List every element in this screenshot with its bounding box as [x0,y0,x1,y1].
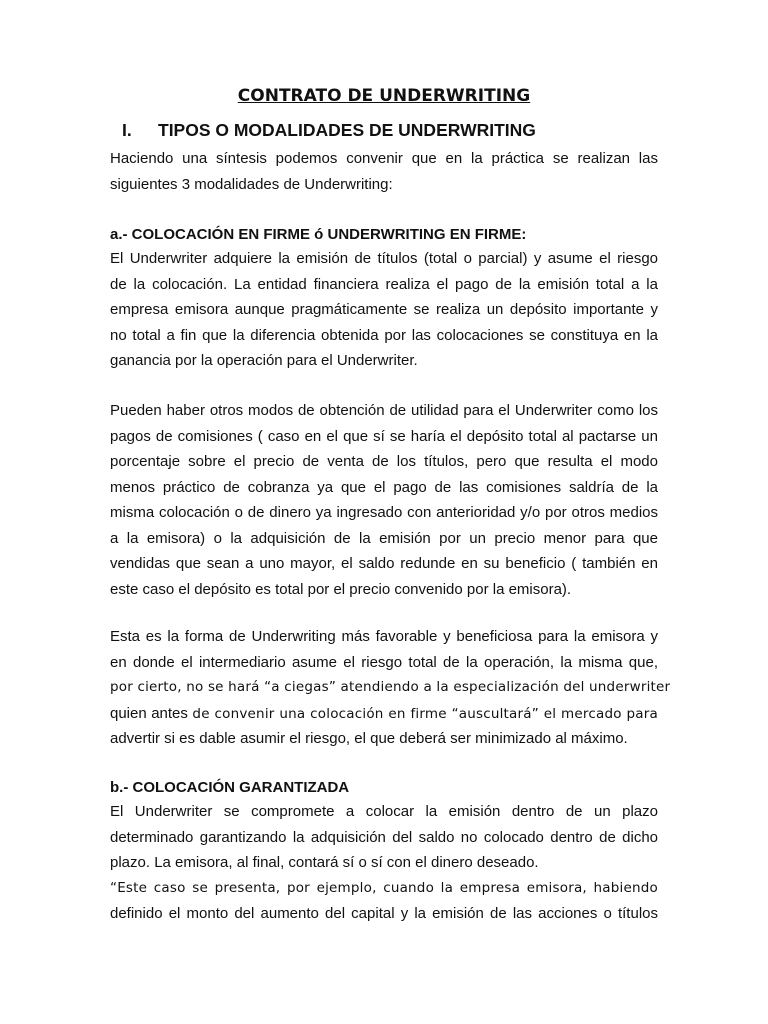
text-line: definido el monto del aumento del capital y la emisión de las acciones o títulos [110,905,658,922]
section-number: I. [122,120,132,140]
subsection-a-paragraph-1 [110,246,658,374]
text-line: en donde el intermediario asume el riesgo total de la operación, la misma que, [110,653,658,671]
intro-paragraph [110,146,658,197]
text-line: Esta es la forma de Underwriting más favorable y beneficiosa para la emisora y [110,628,658,645]
text-line: siguientes 3 modalidades de Underwriting: [110,175,393,193]
text-line: El Underwriter adquiere la emisión de títulos (total o parcial) y asume el riesgo [110,250,658,267]
text-line [110,701,658,727]
text-line: misma colocación o de dinero ya ingresado con anterioridad y/o por otros medios [110,504,658,521]
text-line: menos práctico de cobranza ya que el pago de las comisiones saldría de la [110,478,658,496]
text-line: empresa emisora aunque pragmáticamente se realiza un depósito importante y [110,301,658,318]
subsection-b-heading: b.- COLOCACIÓN GARANTIZADA [110,779,350,796]
subsection-a-paragraph-2 [110,398,658,602]
text-line: por cierto, no se hará “a ciegas” atendiendo a la especialización del underwriter [110,679,671,695]
text-line: Pueden haber otros modos de obtención de utilidad para el Underwriter como los [110,402,658,419]
text-line: a la emisora) o la adquisición de la emisión por un precio menor para que [110,529,658,547]
text-segment: de convenir una colocación en firme “auscultará” el mercado para [192,705,658,722]
text-line: “Este caso se presenta, por ejemplo, cuando la empresa emisora, habiendo [110,879,658,896]
subsection-a-paragraph-3 [110,624,671,752]
text-line: El Underwriter se compromete a colocar la emisión dentro de un plazo [110,803,658,820]
subsection-b-paragraph-1 [110,799,658,927]
text-line: este caso el depósito es total por el precio convenido por la emisora). [110,580,572,598]
text-line: de la colocación. La entidad financiera realiza el pago de la emisión total a la [110,275,658,293]
text-line: no total a fin que la diferencia obtenida por las colocaciones se constituya en la [110,326,658,344]
text-line: advertir si es dable asumir el riesgo, el que deberá ser minimizado al máximo. [110,730,628,747]
text-line: determinado garantizando la adquisición del saldo no colocado dentro de dicho [110,828,658,846]
text-line: plazo. La emisora, al final, contará sí o sí con el dinero deseado. [110,854,539,871]
section-title: TIPOS O MODALIDADES DE UNDERWRITING [158,120,536,140]
section-heading [122,120,536,141]
text-line: porcentaje sobre el precio de venta de los títulos, pero que resulta el modo [110,453,658,470]
subsection-a-heading: a.- COLOCACIÓN EN FIRME ó UNDERWRITING EN FIRME: [110,226,527,243]
document-title: CONTRATO DE UNDERWRITING [237,86,531,106]
text-line: vendidas que sean a uno mayor, el saldo redunde en su beneficio ( también en [110,555,658,572]
text-line: ganancia por la operación para el Underwriter. [110,352,418,369]
text-line: pagos de comisiones ( caso en el que sí se haría el depósito total al pactarse un [110,427,658,445]
text-line: Haciendo una síntesis podemos convenir que en la práctica se realizan las [110,150,658,167]
text-segment: quien antes [110,704,188,722]
